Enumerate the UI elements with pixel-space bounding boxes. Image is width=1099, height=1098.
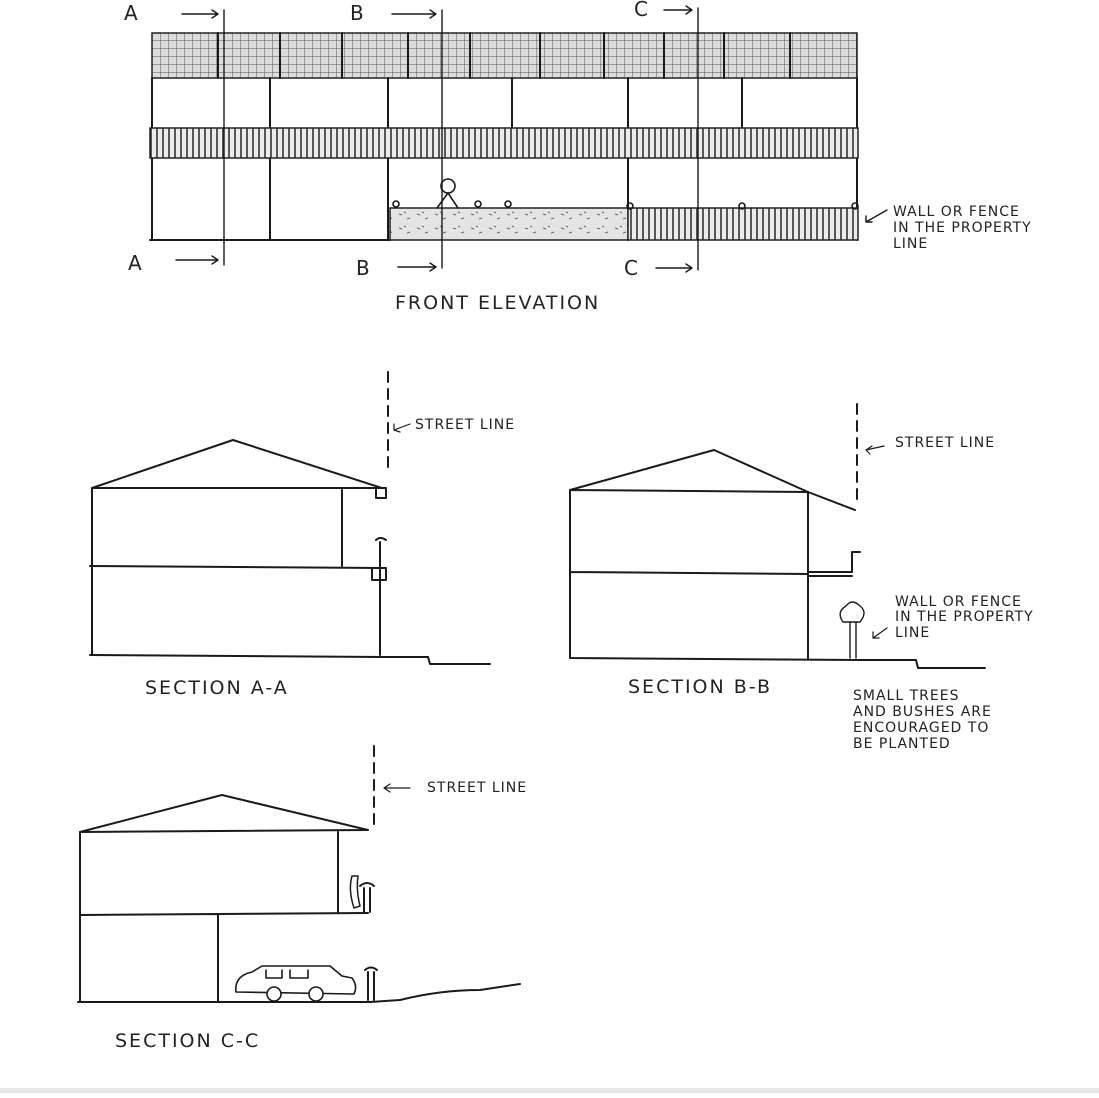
section-bb-title: SECTION B-B	[628, 676, 772, 698]
street-line-label-aa: STREET LINE	[415, 417, 516, 433]
fence-note-line-1: WALL OR FENCE	[893, 204, 1020, 220]
marker-b-top: B	[350, 1, 364, 25]
trees-note-line-2: AND BUSHES ARE	[853, 704, 992, 720]
street-line-label-cc: STREET LINE	[427, 780, 528, 796]
trees-note-line-3: ENCOURAGED TO	[853, 720, 990, 736]
section-bb	[570, 404, 1034, 752]
awning-icon	[350, 876, 360, 908]
bb-fence-note-line-2: IN THE PROPERTY	[895, 609, 1034, 625]
front-fence-segment	[628, 208, 858, 240]
fence-note-line-3: LINE	[893, 236, 929, 252]
marker-c-bottom: C	[624, 256, 638, 280]
section-cc	[78, 746, 527, 1052]
bottom-border	[0, 1088, 1099, 1093]
bb-fence-note-line-3: LINE	[895, 625, 931, 641]
street-line-label-bb: STREET LINE	[895, 435, 996, 451]
marker-a-top: A	[124, 1, 138, 25]
marker-a-bottom: A	[128, 251, 142, 275]
upper-screen-band	[152, 33, 857, 78]
front-elevation	[124, 0, 1032, 314]
balcony-railing-band	[150, 128, 858, 158]
front-wall-segment	[390, 208, 628, 240]
car-icon	[236, 966, 356, 1001]
bb-fence-note-line-1: WALL OR FENCE	[895, 594, 1022, 610]
section-aa-title: SECTION A-A	[145, 677, 289, 699]
trees-note-line-4: BE PLANTED	[853, 736, 951, 752]
front-elevation-title: FRONT ELEVATION	[395, 292, 601, 314]
tree-icon	[840, 602, 864, 658]
section-aa	[90, 372, 515, 699]
marker-c-top: C	[634, 0, 648, 21]
section-cc-title: SECTION C-C	[115, 1030, 261, 1052]
marker-b-bottom: B	[356, 256, 370, 280]
fence-note-line-2: IN THE PROPERTY	[893, 220, 1032, 236]
trees-note-line-1: SMALL TREES	[853, 688, 960, 704]
